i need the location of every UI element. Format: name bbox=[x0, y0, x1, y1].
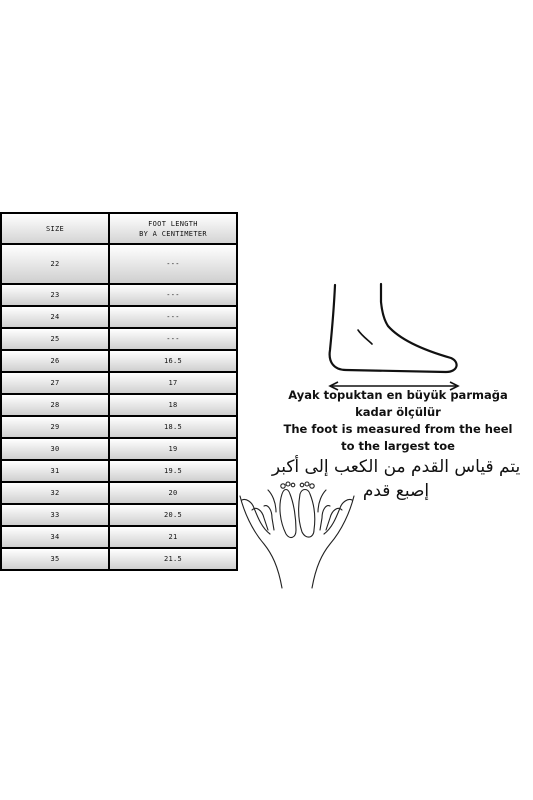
size-cell: 28 bbox=[1, 394, 109, 416]
size-cell: 35 bbox=[1, 548, 109, 570]
size-cell: 22 bbox=[1, 244, 109, 284]
size-table-body bbox=[1, 244, 237, 570]
foot-length-cell: 20 bbox=[109, 482, 237, 504]
caption-english: The foot is measured from the heel to the largest toe bbox=[283, 422, 513, 453]
foot-outline-icon bbox=[318, 282, 468, 392]
table-row bbox=[1, 284, 237, 306]
foot-length-cell: 18 bbox=[109, 394, 237, 416]
size-cell: 26 bbox=[1, 350, 109, 372]
foot-length-column-header bbox=[109, 213, 237, 244]
caption-arabic: يتم قياس القدم من الكعب إلى أكبر إصبع قدم bbox=[271, 457, 521, 501]
table-row bbox=[1, 244, 237, 284]
size-cell: 27 bbox=[1, 372, 109, 394]
size-column-header: SIZE bbox=[1, 213, 109, 244]
table-row bbox=[1, 460, 237, 482]
foot-length-cell: 19.5 bbox=[109, 460, 237, 482]
foot-length-header-line2: BY A CENTIMETER bbox=[139, 229, 207, 238]
foot-length-cell: --- bbox=[109, 244, 237, 284]
foot-length-cell: 20.5 bbox=[109, 504, 237, 526]
foot-length-cell: --- bbox=[109, 328, 237, 350]
size-cell: 23 bbox=[1, 284, 109, 306]
foot-length-cell: 16.5 bbox=[109, 350, 237, 372]
size-cell: 32 bbox=[1, 482, 109, 504]
foot-length-cell: 18.5 bbox=[109, 416, 237, 438]
foot-length-cell: 21.5 bbox=[109, 548, 237, 570]
table-row bbox=[1, 438, 237, 460]
foot-length-cell: --- bbox=[109, 284, 237, 306]
caption-turkish: Ayak topuktan en büyük parmağa kadar ölçülür bbox=[288, 388, 508, 419]
table-row bbox=[1, 416, 237, 438]
size-cell: 34 bbox=[1, 526, 109, 548]
table-header-row bbox=[1, 213, 237, 244]
size-cell: 33 bbox=[1, 504, 109, 526]
table-row bbox=[1, 372, 237, 394]
table-row bbox=[1, 306, 237, 328]
table-row bbox=[1, 394, 237, 416]
foot-length-cell: 21 bbox=[109, 526, 237, 548]
table-row bbox=[1, 548, 237, 570]
size-cell: 24 bbox=[1, 306, 109, 328]
table-row bbox=[1, 328, 237, 350]
size-cell: 30 bbox=[1, 438, 109, 460]
size-chart-table bbox=[0, 212, 238, 571]
table-row bbox=[1, 504, 237, 526]
table-row bbox=[1, 350, 237, 372]
hands-holding-baby-feet-icon bbox=[238, 476, 358, 596]
foot-length-header-line1: FOOT LENGTH bbox=[148, 219, 198, 228]
size-cell: 31 bbox=[1, 460, 109, 482]
foot-length-cell: --- bbox=[109, 306, 237, 328]
foot-length-cell: 17 bbox=[109, 372, 237, 394]
size-cell: 29 bbox=[1, 416, 109, 438]
size-cell: 25 bbox=[1, 328, 109, 350]
table-row bbox=[1, 526, 237, 548]
table-row bbox=[1, 482, 237, 504]
foot-length-cell: 19 bbox=[109, 438, 237, 460]
